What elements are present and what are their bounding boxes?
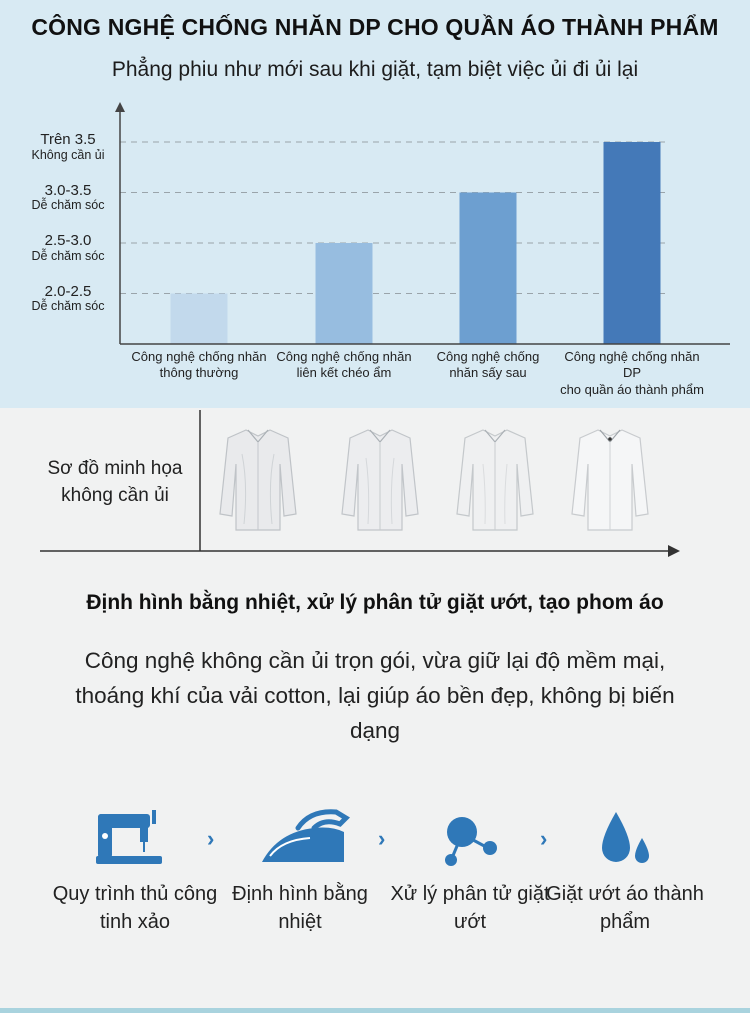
y-tick-desc: Dễ chăm sóc [31, 248, 105, 263]
y-tick-label [13, 284, 123, 314]
step-label: Quy trình thủ công tinh xảo [52, 883, 218, 933]
y-tick-desc: Không cần ủi [31, 147, 105, 162]
chevron-right-icon: › [378, 826, 386, 851]
shirt-1-icon [218, 424, 298, 534]
step-label: Xử lý phân tử giặt ướt [390, 883, 550, 933]
bar [316, 243, 373, 344]
chevron-right-icon: › [540, 826, 548, 851]
water-drop-icon [596, 808, 656, 872]
page-subtitle: Phẳng phiu như mới sau khi giặt, tạm biệt việc ủi đi ủi lại [111, 58, 639, 81]
sewing-machine-icon [96, 808, 166, 868]
illustration-label: Sơ đồ minh họa không cần ủi [47, 458, 183, 506]
y-tick-label [13, 233, 123, 263]
molecule-icon [438, 808, 502, 872]
y-tick-range: 2.5-3.0 [44, 232, 92, 249]
x-tick-line: thông thường [159, 365, 239, 381]
shirt-2-icon [340, 424, 420, 534]
y-tick-range: Trên 3.5 [40, 131, 96, 148]
shirt-3-icon [455, 424, 535, 534]
x-tick-label [267, 349, 421, 382]
y-tick-desc: Dễ chăm sóc [31, 299, 105, 313]
x-tick-line: Công nghệ chống [436, 349, 540, 364]
y-tick-desc: Dễ chăm sóc [31, 198, 105, 212]
x-tick-line: cho quần áo thành phẩm [560, 381, 704, 397]
y-axis-arrow [115, 102, 125, 112]
y-tick-label [13, 183, 123, 213]
x-tick-line: Công nghệ chống nhăn [276, 349, 412, 364]
feature-headline: Định hình bằng nhiệt, xử lý phân tử giặt ướt, tạo phom áo [86, 591, 664, 614]
bar [171, 294, 228, 345]
feature-description: Công nghệ không cần ủi trọn gói, vừa giữ lại độ mềm mại, thoáng khí của vải cotton, lại giúp áo bền đẹp, không bị biến dạng [75, 648, 675, 743]
page-title: CÔNG NGHỆ CHỐNG NHĂN DP CHO QUẦN ÁO THÀNH PHẨM [31, 14, 719, 40]
bar [604, 142, 661, 344]
step-label: Định hình bằng nhiệt [232, 883, 368, 933]
x-tick-line: Công nghệ chống nhăn [131, 349, 267, 364]
y-tick-range: 3.0-3.5 [44, 181, 92, 199]
x-tick-label [555, 349, 709, 398]
x-tick-label [122, 349, 276, 382]
x-tick-line: nhăn sấy sau [449, 365, 527, 381]
bar [460, 193, 517, 345]
iron-icon [258, 808, 350, 868]
shirt-4-icon [570, 424, 650, 534]
y-tick-range: 2.0-2.5 [44, 282, 92, 300]
chevron-right-icon: › [207, 826, 215, 851]
y-tick-label [13, 132, 123, 162]
x-tick-line: liên kết chéo ẩm [296, 365, 392, 381]
step-label: Giặt ướt áo thành phẩm [546, 883, 704, 933]
x-tick-label [411, 349, 565, 382]
x-tick-line: Công nghệ chống nhăn DP [564, 349, 700, 381]
